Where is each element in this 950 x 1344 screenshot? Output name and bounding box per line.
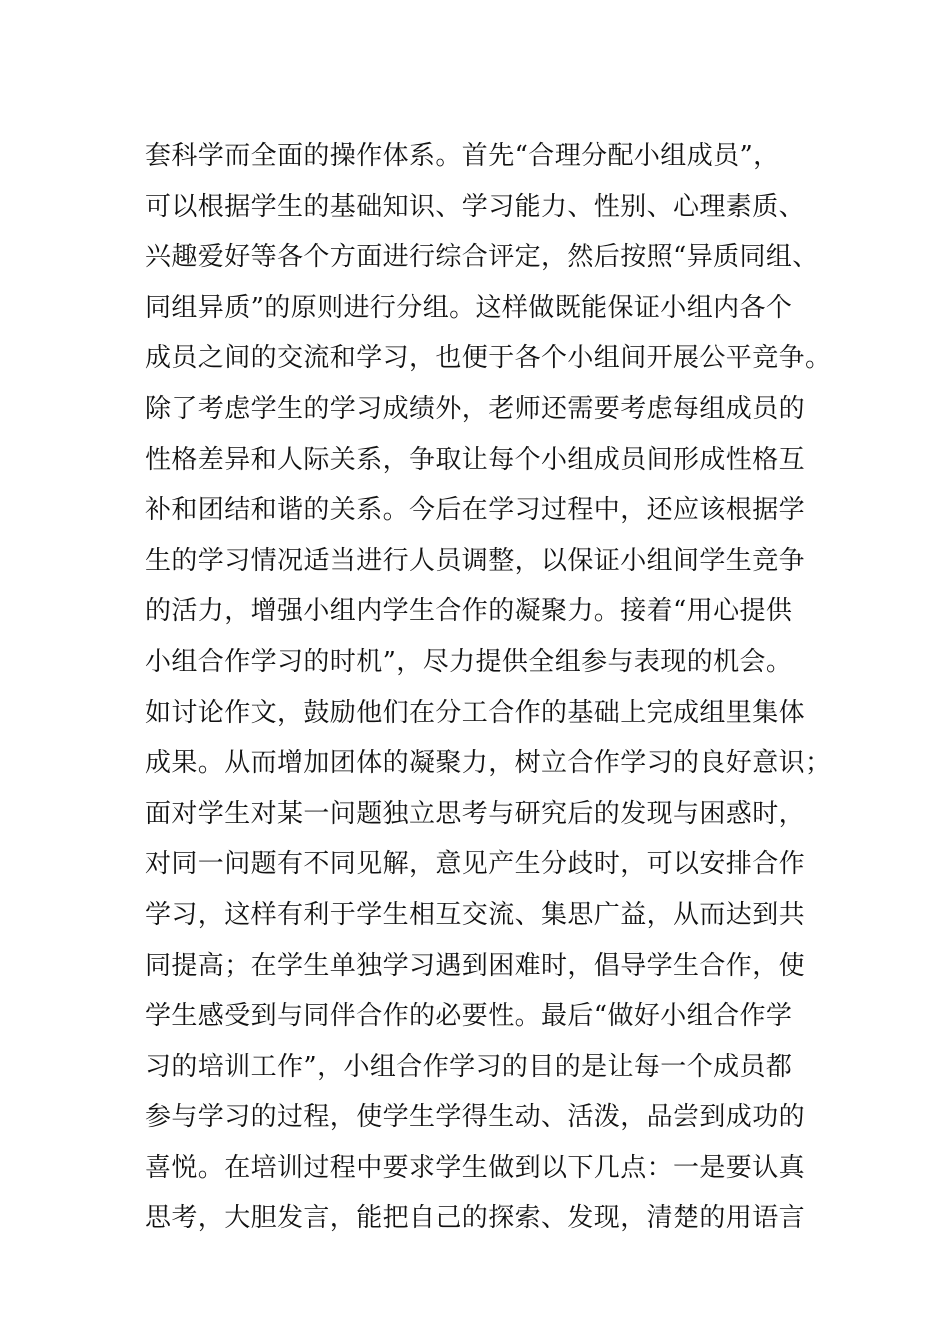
text-line: 学生感受到与同伴合作的必要性。最后“做好小组合作学 bbox=[145, 1001, 793, 1032]
text-line: 思考，大胆发言，能把自己的探索、发现，清楚的用语言 bbox=[145, 1203, 806, 1234]
text-line: 同提高；在学生单独学习遇到困难时，倡导学生合作，使 bbox=[145, 950, 806, 981]
text-line: 兴趣爱好等各个方面进行综合评定，然后按照“异质同组、 bbox=[145, 242, 819, 273]
text-line: 除了考虑学生的学习成绩外，老师还需要考虑每组成员的 bbox=[145, 393, 806, 424]
text-line: 对同一问题有不同见解，意见产生分歧时，可以安排合作 bbox=[145, 849, 806, 880]
text-line: 喜悦。在培训过程中要求学生做到以下几点：一是要认真 bbox=[145, 1152, 806, 1183]
body-text bbox=[145, 131, 832, 1244]
text-line: 补和团结和谐的关系。今后在学习过程中，还应该根据学 bbox=[145, 495, 806, 526]
text-line: 生的学习情况适当进行人员调整，以保证小组间学生竞争 bbox=[145, 545, 806, 576]
text-line: 成员之间的交流和学习，也便于各个小组间开展公平竞争。 bbox=[145, 343, 832, 374]
text-line: 可以根据学生的基础知识、学习能力、性别、心理素质、 bbox=[145, 191, 806, 222]
text-line: 套科学而全面的操作体系。首先“合理分配小组成员”， bbox=[145, 141, 780, 171]
text-line: 如讨论作文，鼓励他们在分工合作的基础上完成组里集体 bbox=[145, 697, 806, 728]
text-line: 面对学生对某一问题独立思考与研究后的发现与困惑时， bbox=[145, 798, 806, 829]
text-line: 性格差异和人际关系，争取让每个小组成员间形成性格互 bbox=[145, 444, 806, 475]
text-line: 小组合作学习的时机”，尽力提供全组参与表现的机会。 bbox=[145, 646, 793, 677]
text-line: 习的培训工作”，小组合作学习的目的是让每一个成员都 bbox=[145, 1051, 793, 1082]
text-line: 参与学习的过程，使学生学得生动、活泼，品尝到成功的 bbox=[145, 1102, 806, 1133]
text-line: 同组异质”的原则进行分组。这样做既能保证小组内各个 bbox=[145, 292, 793, 323]
text-line: 成果。从而增加团体的凝聚力，树立合作学习的良好意识； bbox=[145, 748, 832, 779]
text-line: 学习，这样有利于学生相互交流、集思广益，从而达到共 bbox=[145, 899, 806, 930]
text-line: 的活力，增强小组内学生合作的凝聚力。接着“用心提供 bbox=[145, 596, 793, 627]
